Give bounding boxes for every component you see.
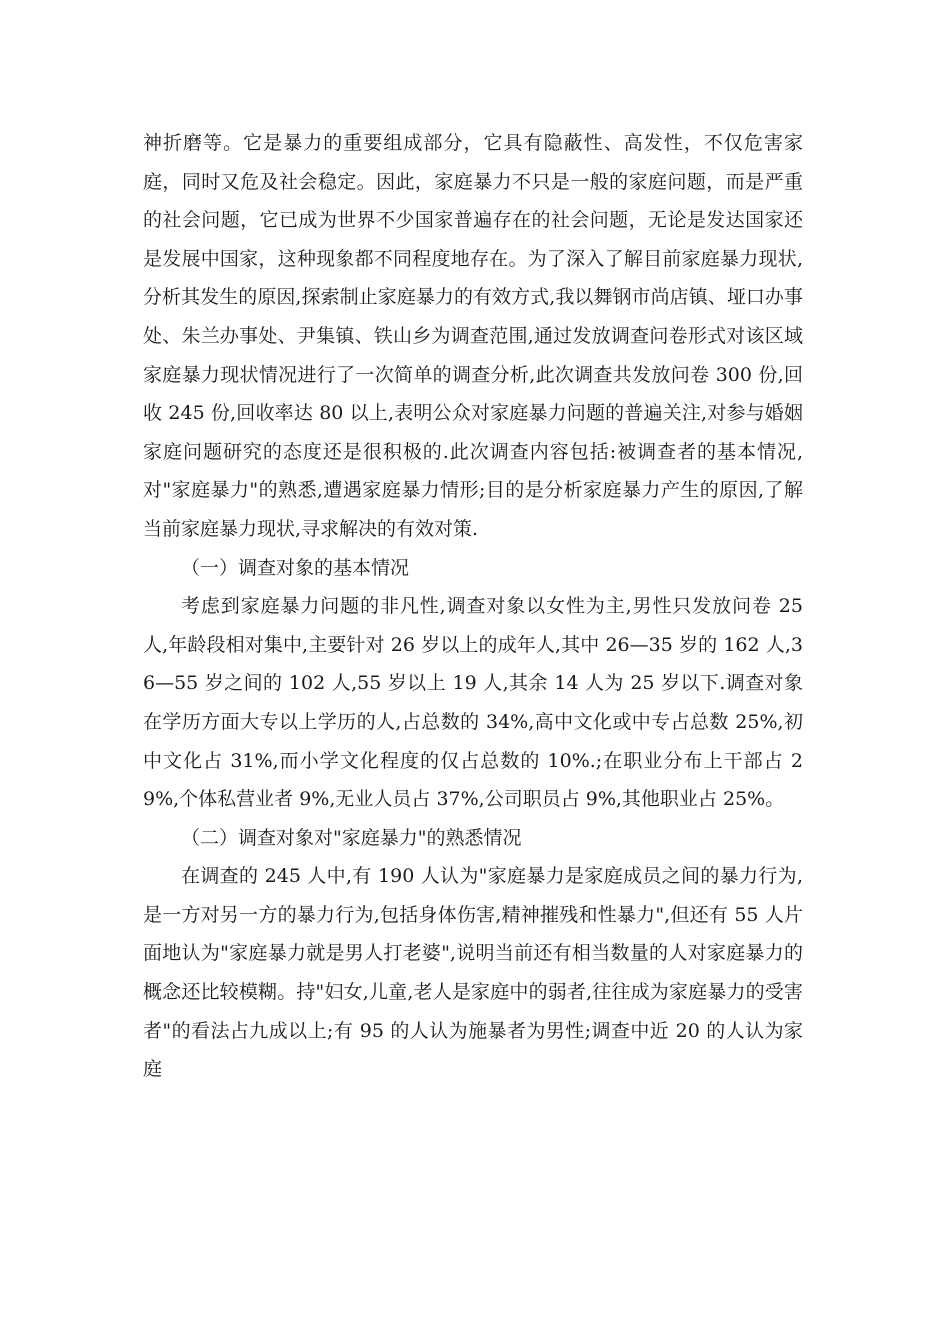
body-paragraph-2: 考虑到家庭暴力问题的非凡性,调查对象以女性为主,男性只发放问卷 25 人,年龄段相对集中,主要针对 26 岁以上的成年人,其中 26—35 岁的 162 人,36—55 岁之间的 102 人,55 岁以上 19 人,其余 14 人为 25 岁以下.调查对象在学历方面大专以上学历的人,占总数的 34%,高中文化或中专占总数 25%,初中文化占 31%,而小学文化程度的仅占总数的 10%.;在职业分布上干部占 29%,个体私营业者 9%,无业人员占 37%,公司职员占 9%,其他职业占 25%。 <box>143 595 803 811</box>
body-paragraph-3: 在调查的 245 人中,有 190 人认为"家庭暴力是家庭成员之间的暴力行为,是一方对另一方的暴力行为,包括身体伤害,精神摧残和性暴力",但还有 55 人片面地认为"家庭暴力就是男人打老婆",说明当前还有相当数量的人对家庭暴力的概念还比较模糊。持"妇女,儿童,老人是家庭中的弱者,往往成为家庭暴力的受害者"的看法占九成以上;有 95 的人认为施暴者为男性;调查中近 20 的人认为家庭 <box>143 865 803 1081</box>
document-page <box>143 124 803 1089</box>
body-paragraph-1: 神折磨等。它是暴力的重要组成部分，它具有隐蔽性、高发性，不仅危害家庭，同时又危及社会稳定。因此，家庭暴力不只是一般的家庭问题，而是严重的社会问题，它已成为世界不少国家普遍存在的社会问题，无论是发达国家还是发展中国家，这种现象都不同程度地存在。为了深入了解目前家庭暴力现状,分析其发生的原因,探索制止家庭暴力的有效方式,我以舞钢市尚店镇、垭口办事处、朱兰办事处、尹集镇、铁山乡为调查范围,通过发放调查问卷形式对该区域家庭暴力现状情况进行了一次简单的调查分析,此次调查共发放问卷 300 份,回收 245 份,回收率达 80 以上,表明公众对家庭暴力问题的普遍关注,对参与婚姻家庭问题研究的态度还是很积极的.此次调查内容包括:被调查者的基本情况,对"家庭暴力"的熟悉,遭遇家庭暴力情形;目的是分析家庭暴力产生的原因,了解当前家庭暴力现状,寻求解决的有效对策. <box>143 132 803 540</box>
section-heading-2: （二）调查对象对"家庭暴力"的熟悉情况 <box>181 826 522 849</box>
section-heading-1: （一）调查对象的基本情况 <box>181 556 410 579</box>
